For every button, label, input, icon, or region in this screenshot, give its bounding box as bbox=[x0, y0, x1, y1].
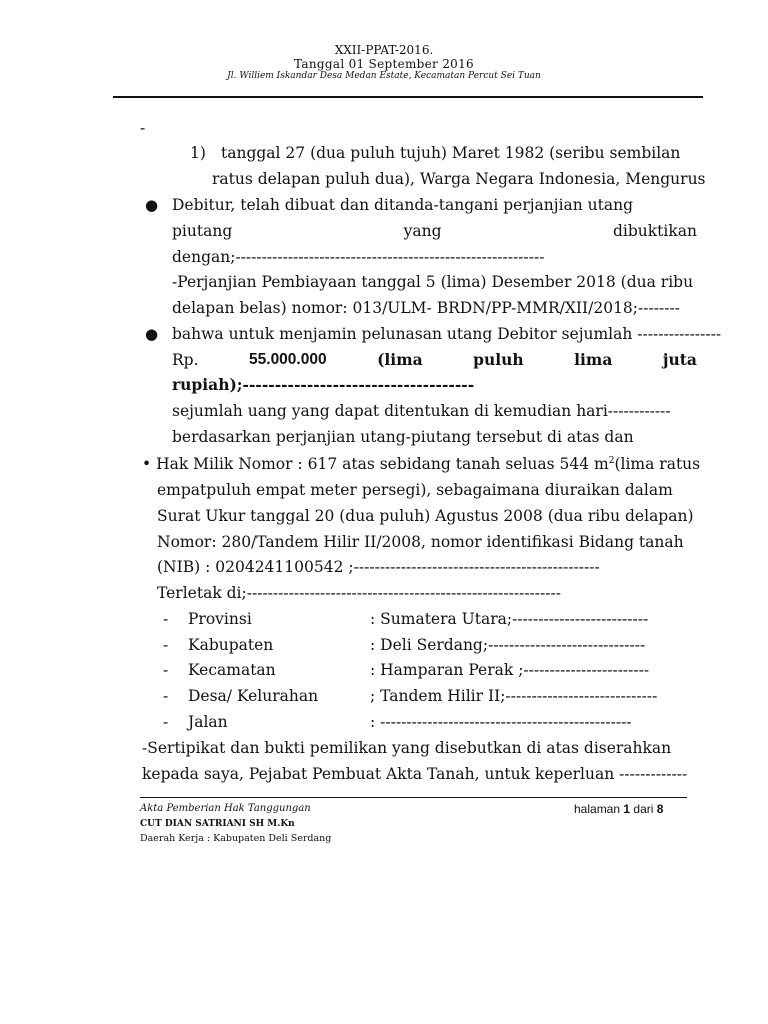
bullet-1-line-5: delapan belas) nomor: 013/ULM- BRDN/PP-MMR/XII/2018;-------- bbox=[172, 299, 680, 317]
item-1-line-1: tanggal 27 (dua puluh tujuh) Maret 1982 (seribu sembilan bbox=[221, 144, 681, 162]
footer-work-area: Daerah Kerja : Kabupaten Deli Serdang bbox=[140, 833, 332, 844]
location-row: - Provinsi : Sumatera Utara;-------------------------- bbox=[163, 610, 649, 628]
closing-line-2: kepada saya, Pejabat Pembuat Akta Tanah, untuk keperluan ------------- bbox=[142, 765, 688, 783]
header-reg-number: XXII-PPAT-2016. bbox=[334, 43, 434, 57]
header-address: Jl. Williem Iskandar Desa Medan Estate, Kecamatan Percut Sei Tuan bbox=[227, 71, 541, 81]
amount-value: 55.000.000 bbox=[249, 351, 327, 368]
bullet-3-line-1: • Hak Milik Nomor : 617 atas sebidang tanah seluas 544 $m^2(\lim a$ ratus bbox=[142, 455, 701, 473]
bullet-3-line-5: (NIB) : 0204241100542 ;----------------------------------------------- bbox=[157, 558, 600, 576]
location-heading: Terletak di;------------------------------------------------------------ bbox=[157, 584, 561, 602]
location-row: - Kecamatan : Hamparan Perak ;------------------------ bbox=[163, 661, 650, 679]
bullet-2-line-3: rupiah);------------------------------------ bbox=[172, 375, 475, 394]
location-row: - Kabupaten : Deli Serdang;------------------------------ bbox=[163, 636, 646, 654]
bullet-icon: ● bbox=[145, 196, 159, 214]
footer-divider bbox=[140, 797, 687, 798]
closing-line-1: -Sertipikat dan bukti pemilikan yang disebutkan di atas diserahkan bbox=[142, 739, 672, 757]
location-row: - Desa/ Kelurahan ; Tandem Hilir II;----------------------------- bbox=[163, 687, 658, 705]
bullet-2-line-2: Rp. 55.000.000 (lima puluh lima juta bbox=[172, 350, 697, 369]
bullet-1-line-2: piutang yang dibuktikan bbox=[172, 222, 697, 240]
item-1-number: 1) bbox=[190, 144, 206, 162]
bullet-2-line-1: bahwa untuk menjamin pelunasan utang Debitor sejumlah ---------------- bbox=[172, 325, 722, 343]
dash-marker: - bbox=[140, 119, 146, 137]
bullet-2-line-4: sejumlah uang yang dapat ditentukan di kemudian hari------------ bbox=[172, 402, 671, 420]
bullet-2-line-5: berdasarkan perjanjian utang-piutang tersebut di atas dan bbox=[172, 428, 634, 446]
footer-doc-title: Akta Pemberian Hak Tanggungan bbox=[140, 803, 311, 814]
item-1-line-2: ratus delapan puluh dua), Warga Negara Indonesia, Mengurus bbox=[212, 170, 706, 188]
bullet-icon: ● bbox=[145, 325, 159, 343]
header-date: Tanggal 01 September 2016 bbox=[294, 57, 474, 71]
location-row: - Jalan : ------------------------------------------------ bbox=[163, 713, 632, 731]
bullet-1-line-1: Debitur, telah dibuat dan ditanda-tangani perjanjian utang bbox=[172, 196, 634, 214]
footer-notary-name: CUT DIAN SATRIANI SH M.Kn bbox=[140, 819, 295, 829]
bullet-3-line-2: empatpuluh empat meter persegi), sebagaimana diuraikan dalam bbox=[157, 481, 673, 499]
footer-page-number: halaman 1 dari 8 bbox=[574, 802, 664, 816]
bullet-1-line-3: dengan;----------------------------------------------------------- bbox=[172, 248, 545, 266]
bullet-1-line-4: -Perjanjian Pembiayaan tanggal 5 (lima) Desember 2018 (dua ribu bbox=[172, 273, 694, 291]
bullet-3-line-3: Surat Ukur tanggal 20 (dua puluh) Agustus 2008 (dua ribu delapan) bbox=[157, 507, 694, 525]
header-divider bbox=[113, 96, 703, 98]
bullet-3-line-4: Nomor: 280/Tandem Hilir II/2008, nomor identifikasi Bidang tanah bbox=[157, 533, 684, 551]
